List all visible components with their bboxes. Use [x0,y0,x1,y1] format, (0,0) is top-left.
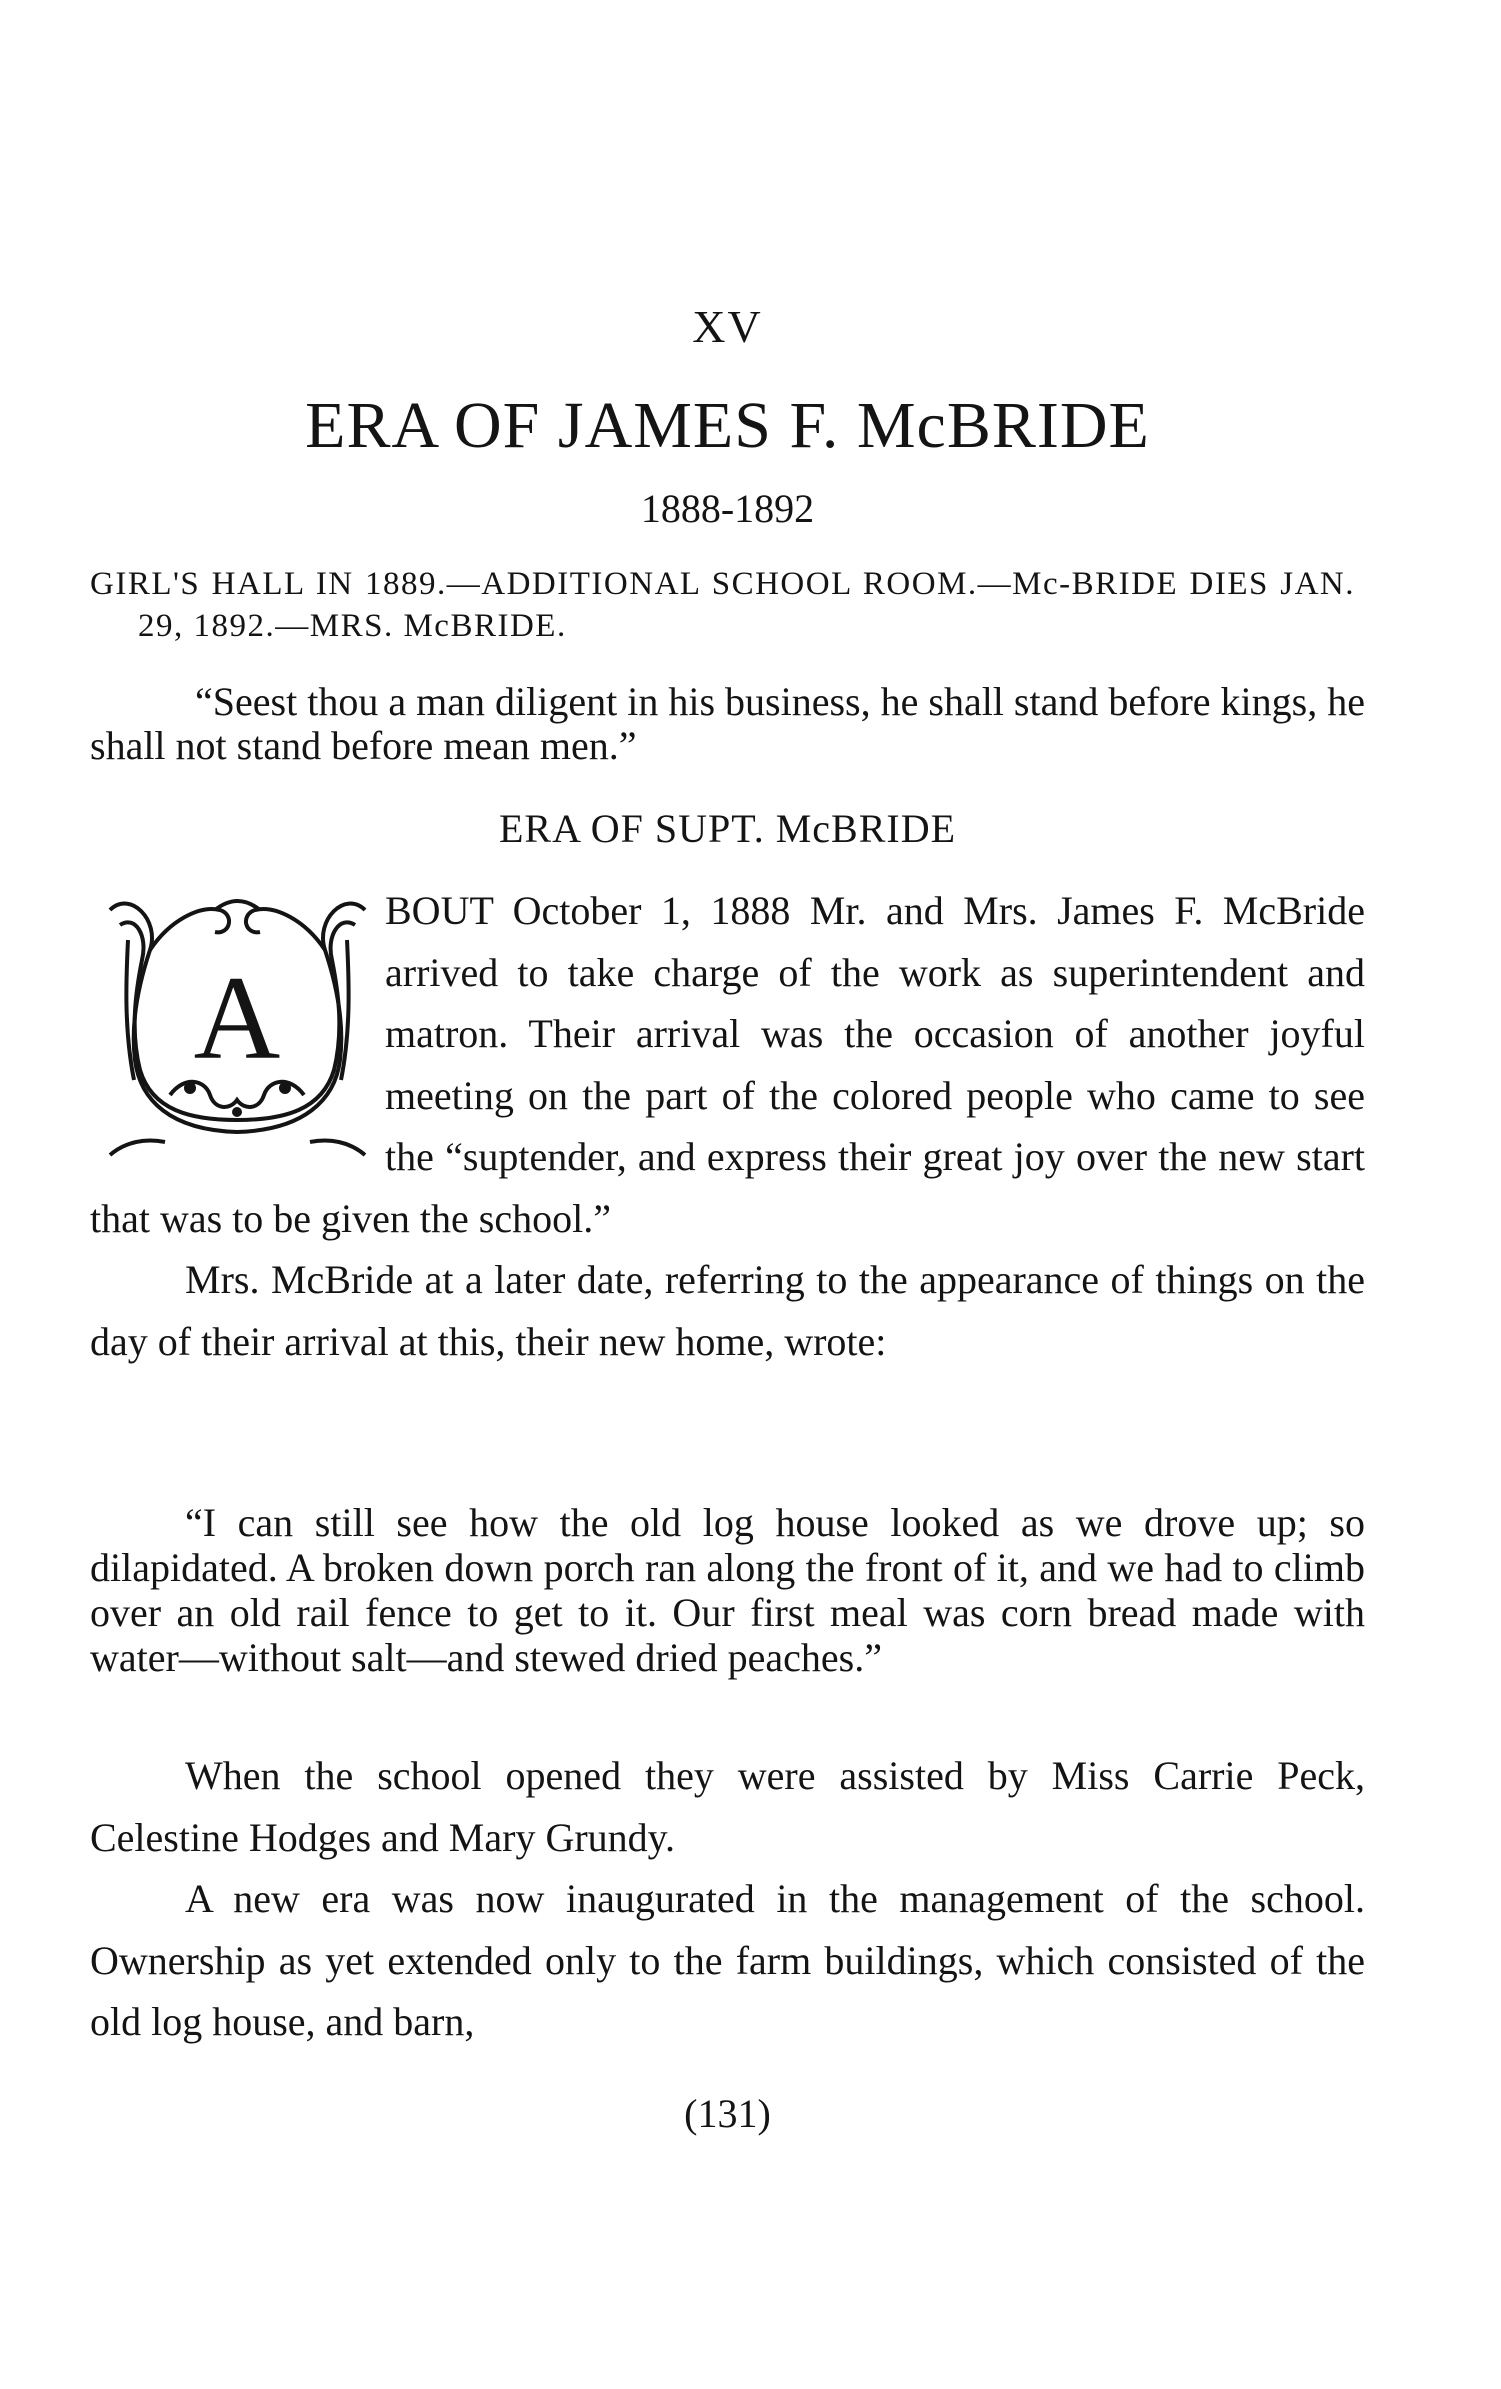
paragraph-2: Mrs. McBride at a later date, referring to the appearance of things on the day of their arrival at this, their new home, wrote: [90,1257,1365,1364]
page-number: (131) [684,2091,771,2136]
paragraph-1: BOUT October 1, 1888 Mr. and Mrs. James F. McBride arrived to take charge of the work as superintendent and matron. Their arrival was the occasion of another joyful meeting on the part of the colored people who came to see the “suptender, and express their great joy over the new start that was to be given the school.” [90,888,1365,1241]
continued-text [90,1745,1365,2053]
drop-cap-letter: A [193,951,281,1084]
synopsis-text: GIRL'S HALL IN 1889.—ADDITIONAL SCHOOL ROOM.—Mc-BRIDE DIES JAN. 29, 1892.—MRS. McBRIDE. [90,566,1355,644]
epigraph: “Seest thou a man diligent in his business, he shall stand before kings, he shall not stand before mean men.” [90,679,1365,768]
opening-text [90,880,1365,1372]
paragraph-4: A new era was now inaugurated in the management of the school. Ownership as yet extended only to the farm buildings, which consisted of the old log house, and barn, [90,1876,1365,2044]
block-quote: “I can still see how the old log house looked as we drove up; so dilapidated. A broken down porch ran along the front of it, and we had to climb over an old rail fence to get to it. Our first meal was corn bread made with water—without salt—and stewed dried peaches.” [90,1500,1365,1680]
paragraph-3: When the school opened they were assisted by Miss Carrie Peck, Celestine Hodges and Mary Grundy. [90,1753,1365,1860]
chapter-number: XV [692,301,763,352]
book-page [90,0,1365,2389]
chapter-years: 1888-1892 [640,486,815,531]
section-heading: ERA OF SUPT. McBRIDE [498,806,957,851]
chapter-synopsis [90,563,1355,647]
chapter-title: ERA OF JAMES F. McBRIDE [305,389,1150,462]
